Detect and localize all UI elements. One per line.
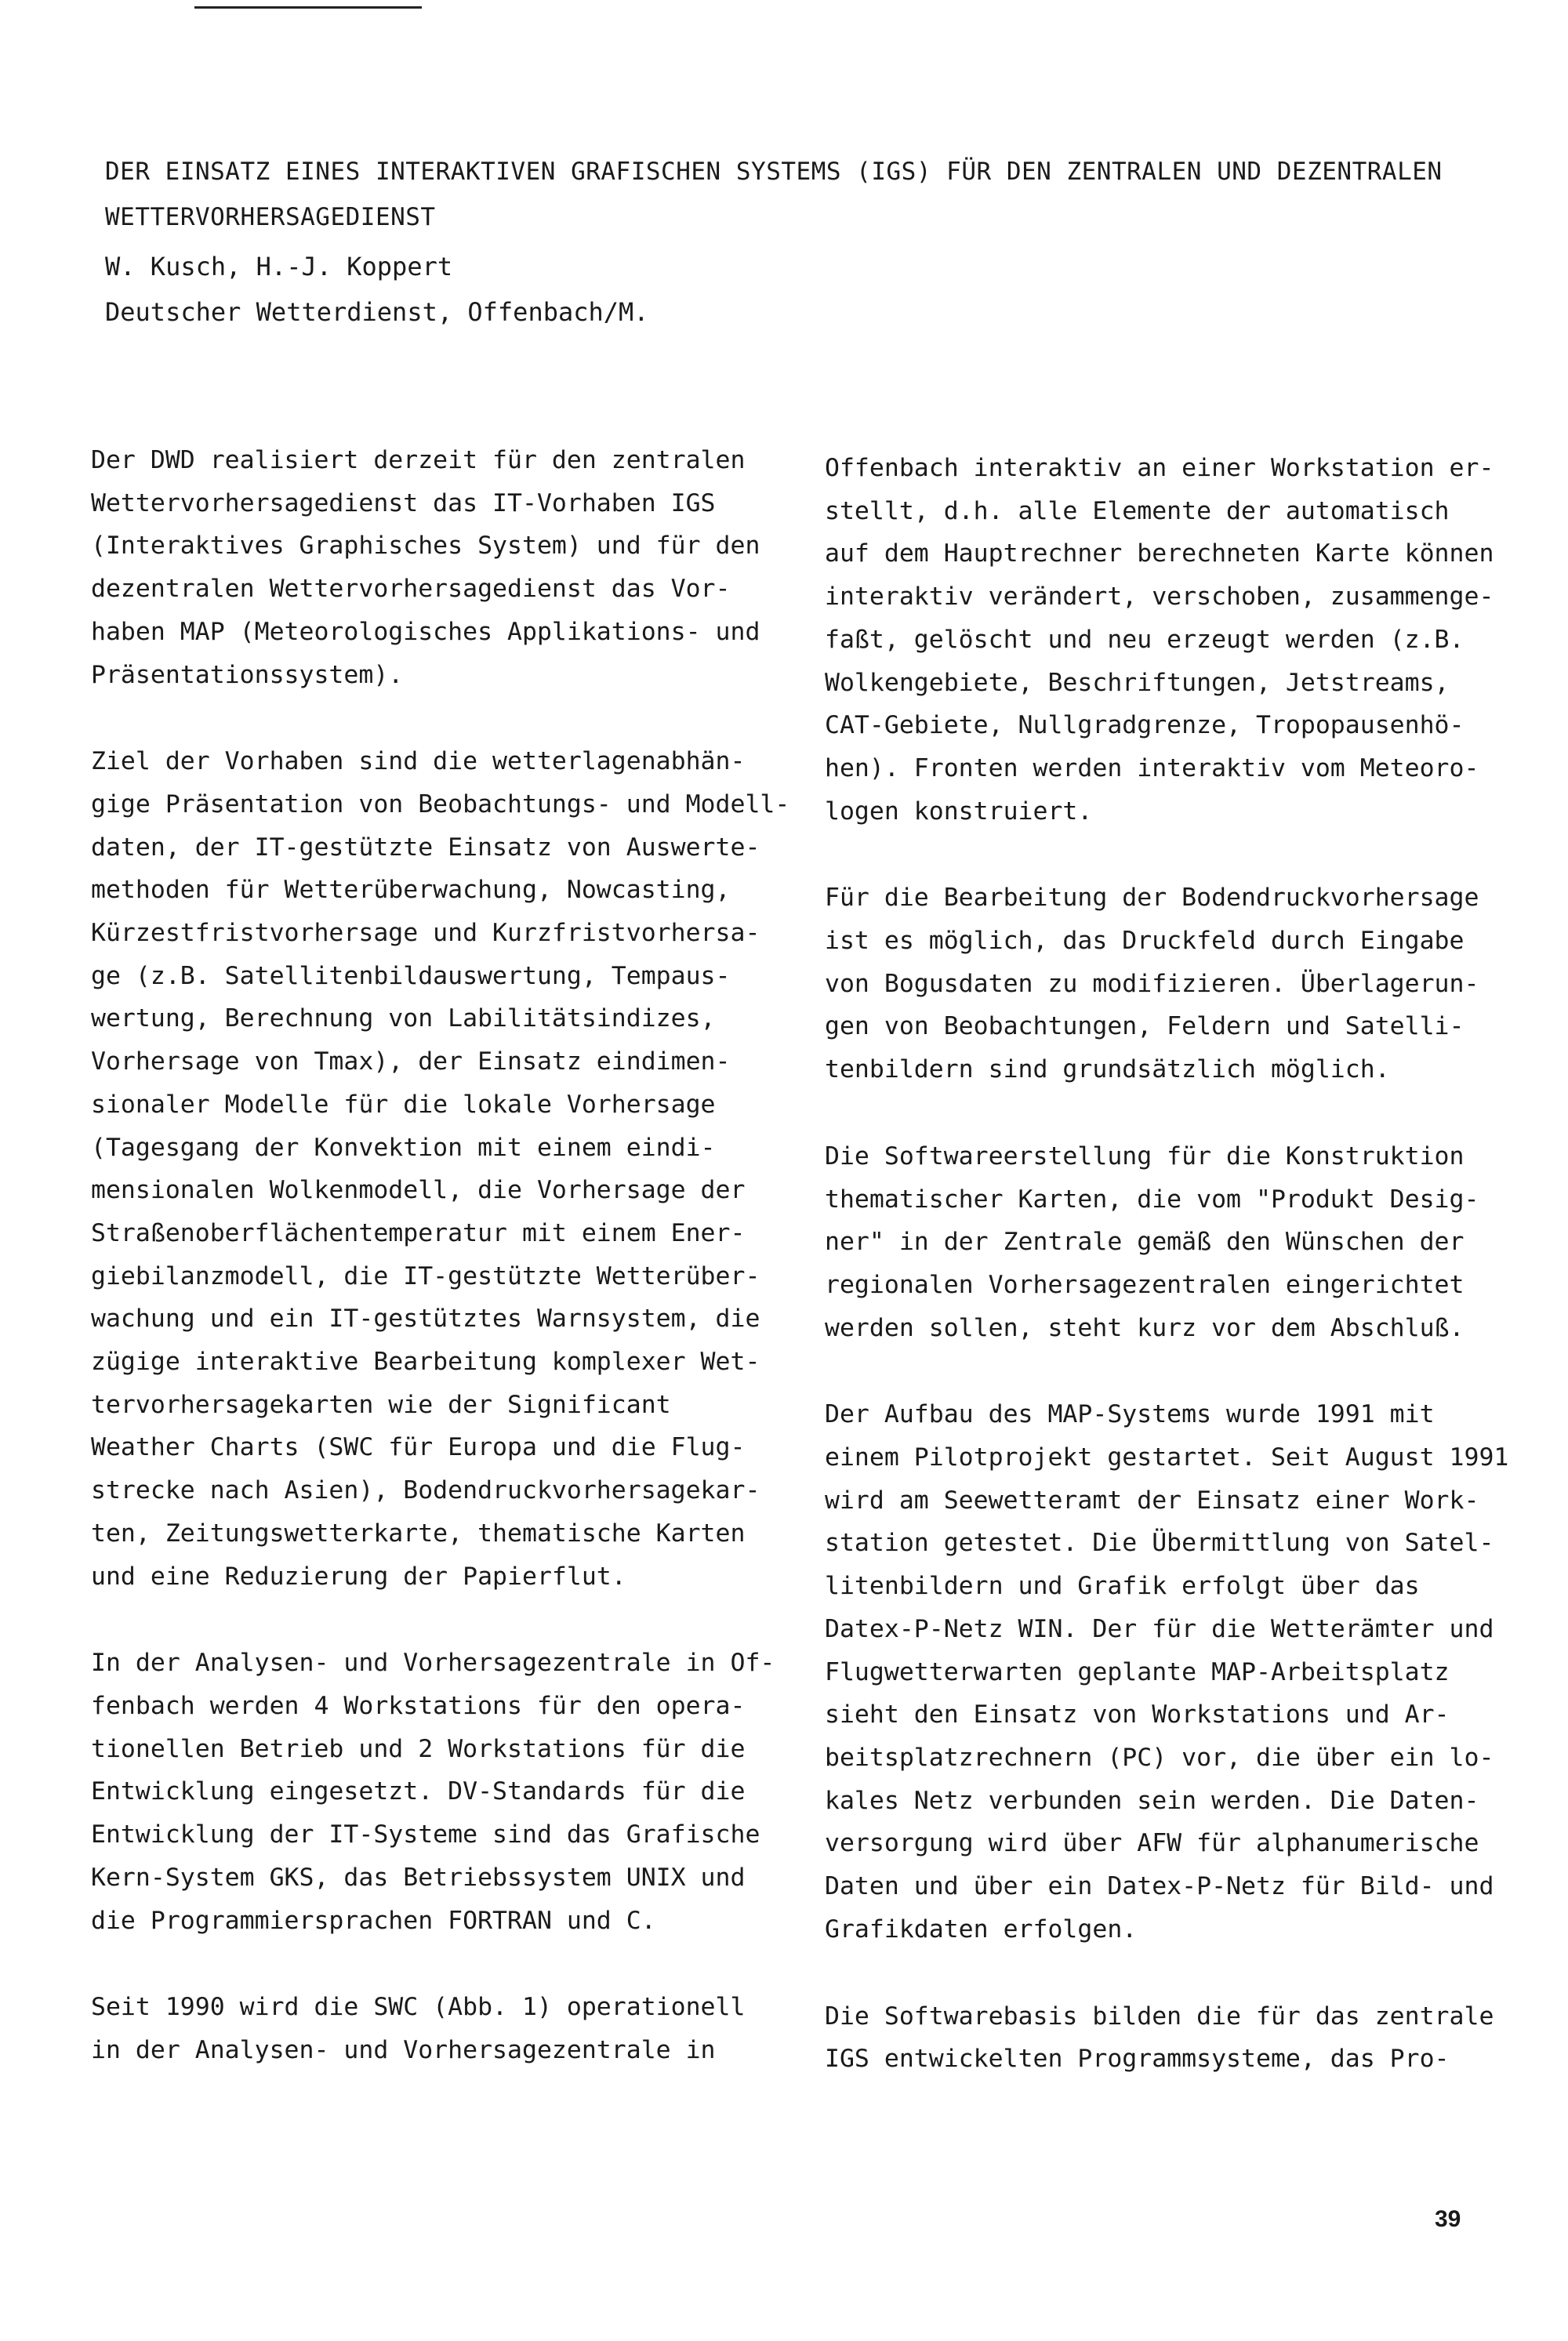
text-line: tionellen Betrieb und 2 Workstations für die bbox=[91, 1734, 746, 1763]
title-line-2: WETTERVORHERSAGEDIENST bbox=[105, 203, 436, 231]
text-line: Für die Bearbeitung der Bodendruckvorhersage bbox=[825, 884, 1479, 913]
text-line: fenbach werden 4 Workstations für den opera- bbox=[91, 1691, 746, 1720]
text-line: Der Aufbau des MAP-Systems wurde 1991 mit bbox=[825, 1400, 1435, 1429]
text-line: Grafikdaten erfolgen. bbox=[825, 1915, 1138, 1944]
text-line: ner" in der Zentrale gemäß den Wünschen der bbox=[825, 1228, 1465, 1257]
text-line: Präsentationssystem). bbox=[91, 660, 404, 689]
text-line: Seit 1990 wird die SWC (Abb. 1) operationell bbox=[91, 1993, 746, 2022]
text-line: sionaler Modelle für die lokale Vorhersage bbox=[91, 1090, 716, 1119]
text-line: dezentralen Wettervorhersagedienst das Vor- bbox=[91, 575, 731, 604]
text-line: logen konstruiert. bbox=[825, 797, 1093, 826]
text-line: wird am Seewetteramt der Einsatz einer Work- bbox=[825, 1486, 1479, 1515]
text-line: Wolkengebiete, Beschriftungen, Jetstreams, bbox=[825, 668, 1450, 697]
text-line: und eine Reduzierung der Papierflut. bbox=[91, 1562, 626, 1591]
text-line: kales Netz verbunden sein werden. Die Daten- bbox=[825, 1786, 1479, 1815]
authors: W. Kusch, H.-J. Koppert bbox=[105, 252, 453, 281]
text-line: in der Analysen- und Vorhersagezentrale in bbox=[91, 2035, 716, 2064]
text-line: faßt, gelöscht und neu erzeugt werden (z.B. bbox=[825, 625, 1465, 654]
text-line: thematischer Karten, die vom "Produkt Desig- bbox=[825, 1185, 1479, 1214]
text-line: CAT-Gebiete, Nullgradgrenze, Tropopausenhö- bbox=[825, 711, 1465, 740]
right-column bbox=[825, 447, 1509, 2125]
paragraph bbox=[91, 439, 765, 696]
article-header bbox=[105, 149, 1485, 329]
text-line: Der DWD realisiert derzeit für den zentralen bbox=[91, 446, 746, 474]
text-line: haben MAP (Meteorologisches Applikations- und bbox=[91, 617, 760, 646]
text-line: wertung, Berechnung von Labilitätsindizes, bbox=[91, 1004, 716, 1033]
paragraph bbox=[825, 1135, 1499, 1350]
text-line: zügige interaktive Bearbeitung komplexer Wet- bbox=[91, 1348, 760, 1377]
text-line: (Interaktives Graphisches System) und für den bbox=[91, 532, 760, 561]
left-column bbox=[91, 439, 790, 2116]
text-line: Die Softwarebasis bilden die für das zentrale bbox=[825, 2002, 1494, 2031]
text-line: Die Softwareerstellung für die Konstruktion bbox=[825, 1141, 1465, 1170]
text-line: stellt, d.h. alle Elemente der automatisch bbox=[825, 496, 1450, 525]
text-line: gige Präsentation von Beobachtungs- und Modell- bbox=[91, 789, 790, 818]
paragraph bbox=[825, 1995, 1499, 2081]
text-line: Flugwetterwarten geplante MAP-Arbeitsplatz bbox=[825, 1657, 1450, 1686]
text-line: (Tagesgang der Konvektion mit einem eindi- bbox=[91, 1133, 716, 1162]
paragraph bbox=[825, 447, 1499, 833]
text-line: von Bogusdaten zu modifizieren. Überlagerun- bbox=[825, 969, 1479, 998]
text-line: Vorhersage von Tmax), der Einsatz eindimen- bbox=[91, 1047, 731, 1076]
text-line: versorgung wird über AFW für alphanumerische bbox=[825, 1829, 1479, 1858]
paragraph bbox=[91, 740, 790, 1598]
text-line: daten, der IT-gestützte Einsatz von Auswerte- bbox=[91, 833, 760, 862]
text-line: gen von Beobachtungen, Feldern und Satelli- bbox=[825, 1012, 1465, 1041]
text-line: beitsplatzrechnern (PC) vor, die über ein lo- bbox=[825, 1743, 1494, 1772]
text-line: In der Analysen- und Vorhersagezentrale in Of- bbox=[91, 1649, 775, 1678]
text-line: einem Pilotprojekt gestartet. Seit August 1991 bbox=[825, 1443, 1509, 1472]
text-line: Entwicklung der IT-Systeme sind das Grafische bbox=[91, 1820, 760, 1849]
text-line: IGS entwickelten Programmsysteme, das Pro- bbox=[825, 2045, 1450, 2074]
text-line: die Programmiersprachen FORTRAN und C. bbox=[91, 1906, 656, 1935]
paragraph bbox=[825, 877, 1499, 1091]
text-line: hen). Fronten werden interaktiv vom Meteoro- bbox=[825, 753, 1479, 782]
text-line: mensionalen Wolkenmodell, die Vorhersage der bbox=[91, 1176, 746, 1205]
text-line: Straßenoberflächentemperatur mit einem Ener- bbox=[91, 1218, 746, 1247]
text-line: ist es möglich, das Druckfeld durch Eingabe bbox=[825, 927, 1465, 956]
text-line: ge (z.B. Satellitenbildauswertung, Tempaus- bbox=[91, 961, 731, 990]
text-line: Daten und über ein Datex-P-Netz für Bild- und bbox=[825, 1872, 1494, 1901]
affiliation: Deutscher Wetterdienst, Offenbach/M. bbox=[105, 297, 649, 327]
text-line: station getestet. Die Übermittlung von Satel- bbox=[825, 1529, 1494, 1558]
text-line: Entwicklung eingesetzt. DV-Standards für die bbox=[91, 1777, 746, 1806]
text-line: werden sollen, steht kurz vor dem Abschluß. bbox=[825, 1313, 1465, 1342]
text-line: Weather Charts (SWC für Europa und die Flug- bbox=[91, 1433, 746, 1462]
text-line: Ziel der Vorhaben sind die wetterlagenabhän- bbox=[91, 747, 746, 776]
text-line: tenbildern sind grundsätzlich möglich. bbox=[825, 1055, 1390, 1084]
text-line: regionalen Vorhersagezentralen eingerichtet bbox=[825, 1270, 1465, 1299]
title-line-1: DER EINSATZ EINES INTERAKTIVEN GRAFISCHEN SYSTEMS (IGS) FÜR DEN ZENTRALEN UND DEZENTRALEN bbox=[105, 158, 1443, 186]
text-line: methoden für Wetterüberwachung, Nowcasting, bbox=[91, 876, 731, 905]
text-line: giebilanzmodell, die IT-gestützte Wetterüber- bbox=[91, 1261, 760, 1290]
text-line: Wettervorhersagedienst das IT-Vorhaben IGS bbox=[91, 488, 716, 517]
page-number: 39 bbox=[1435, 2206, 1461, 2232]
text-line: ten, Zeitungswetterkarte, thematische Karten bbox=[91, 1519, 746, 1548]
text-line: Kürzestfristvorhersage und Kurzfristvorhersa- bbox=[91, 919, 760, 948]
text-line: interaktiv verändert, verschoben, zusammenge- bbox=[825, 583, 1494, 612]
text-line: wachung und ein IT-gestütztes Warnsystem, die bbox=[91, 1305, 760, 1334]
paragraph bbox=[825, 1393, 1509, 1951]
text-line: Kern-System GKS, das Betriebssystem UNIX und bbox=[91, 1863, 746, 1892]
text-line: tervorhersagekarten wie der Significant bbox=[91, 1390, 671, 1419]
top-rule bbox=[194, 6, 422, 9]
text-line: sieht den Einsatz von Workstations und Ar- bbox=[825, 1700, 1450, 1729]
paragraph bbox=[91, 1986, 765, 2071]
text-line: litenbildern und Grafik erfolgt über das bbox=[825, 1572, 1420, 1601]
text-line: Datex-P-Netz WIN. Der für die Wetterämter und bbox=[825, 1614, 1494, 1643]
text-line: Offenbach interaktiv an einer Workstation er- bbox=[825, 454, 1494, 482]
text-line: auf dem Hauptrechner berechneten Karte können bbox=[825, 539, 1494, 568]
text-line: strecke nach Asien), Bodendruckvorhersagekar- bbox=[91, 1476, 760, 1505]
paragraph bbox=[91, 1642, 775, 1942]
